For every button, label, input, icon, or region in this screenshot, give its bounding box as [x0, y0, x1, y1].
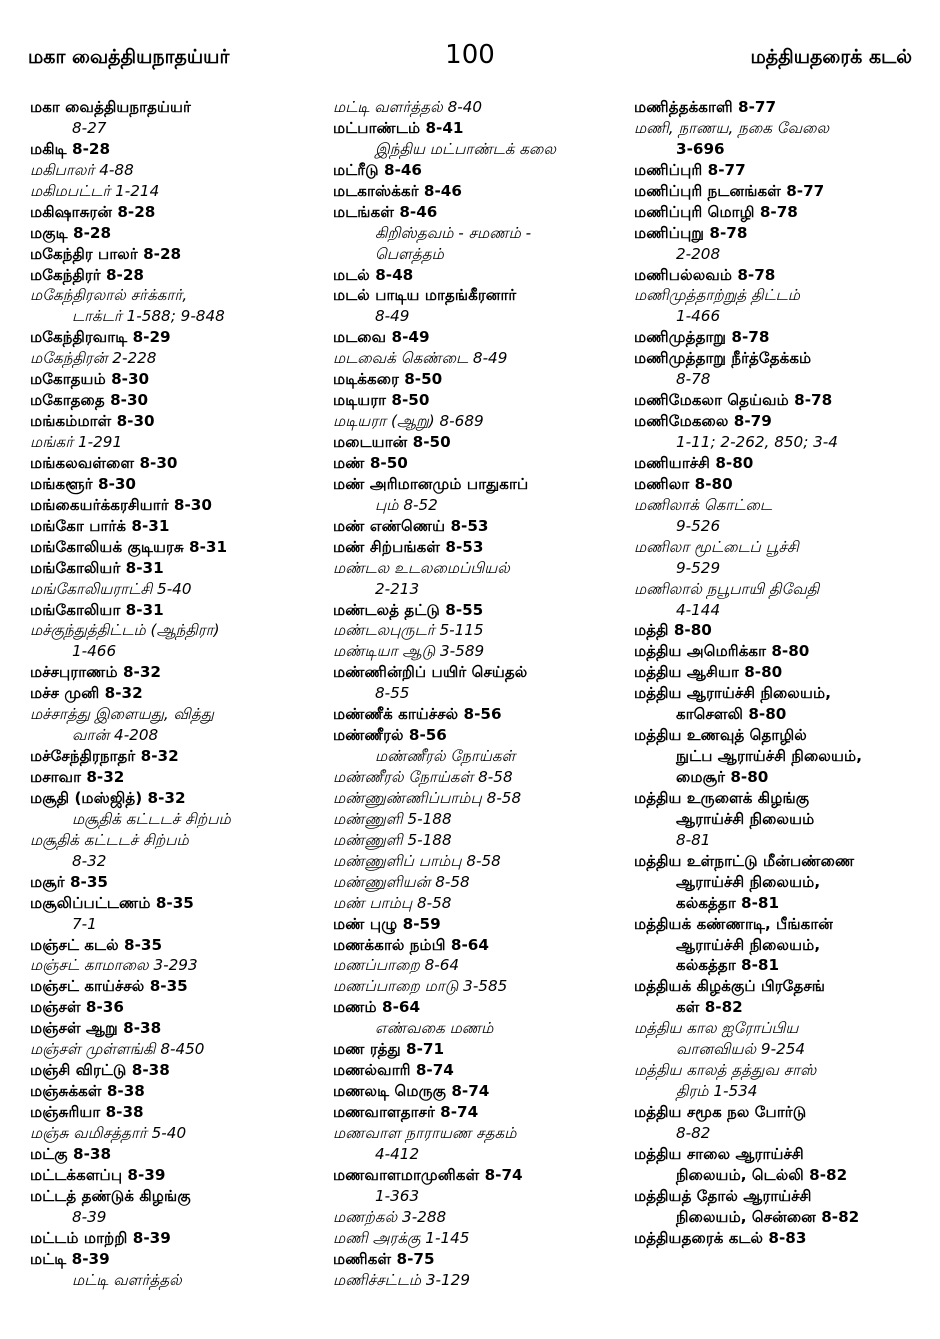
index-column-1	[30, 97, 325, 1290]
index-entry: மஞ்சள் முள்ளங்கி 8-450	[30, 1040, 205, 1059]
index-entry: மணப்பாறை மாடு 3-585	[333, 977, 508, 996]
index-entry: மடல் பாடிய மாதங்கீரனார்	[333, 286, 517, 305]
index-entry: மத்தியக் கிழக்குப் பிரதேசங்	[634, 977, 826, 996]
index-entry: மச்சேந்திரநாதர் 8-32	[30, 747, 179, 766]
index-entry: மணிச்சட்டம் 3-129	[333, 1270, 470, 1289]
index-entry: மட்டக்களப்பு 8-39	[30, 1165, 166, 1184]
index-entry: மடியரா 8-50	[333, 391, 430, 410]
index-entry: மண்ணின்றிப் பயிர் செய்தல்	[333, 663, 528, 682]
index-entry: மணியாச்சி 8-80	[634, 453, 754, 472]
page-number: 100	[445, 40, 495, 70]
index-entry: மணவாள நாராயண சதகம்	[333, 1123, 517, 1142]
index-entry: மங்கோ பார்க் 8-31	[30, 516, 170, 535]
index-entry: மசூதிக் கட்டடச் சிற்பம்	[30, 830, 189, 849]
index-entry: மச்சபுராணம் 8-32	[30, 663, 161, 682]
index-entry: மண்ணீக் காய்ச்சல் 8-56	[333, 705, 502, 724]
index-entry: மணிமேகலை 8-79	[634, 412, 772, 431]
index-entry: மசாவா 8-32	[30, 768, 125, 786]
index-entry: மத்திய ஆராய்ச்சி நிலையம்,	[634, 684, 832, 703]
index-entry: 2-208	[676, 244, 721, 263]
index-entry: மத்திய காலத் தத்துவ சாஸ்	[634, 1061, 817, 1080]
index-entry: 8-39	[72, 1207, 107, 1226]
index-entry: மண்ணுண்ணிப்பாம்பு 8-58	[333, 788, 522, 807]
index-entry: மகேந்திரலால் சர்க்கார்,	[30, 286, 188, 305]
index-entry: மண்டலபுருடர் 5-115	[333, 621, 484, 640]
index-entry: மண்ணுளிப் பாம்பு 8-58	[333, 851, 501, 870]
index-entry: இந்திய மட்பாண்டக் கலை	[375, 139, 557, 158]
index-entry: மணக்கால் நம்பி 8-64	[333, 935, 489, 954]
index-entry: மத்திய உள்நாட்டு மீன்பண்ணை	[634, 851, 855, 870]
index-entry: மணலடி மெருகு 8-74	[333, 1082, 490, 1101]
index-entry: மஞ்சட் காய்ச்சல் 8-35	[30, 977, 188, 996]
index-entry: மகோதயம் 8-30	[30, 370, 150, 389]
index-entry: 1-466	[72, 642, 117, 661]
index-entry: மஞ்சட் காமாலை 3-293	[30, 956, 198, 975]
index-entry: மணிகள் 8-75	[333, 1249, 435, 1268]
index-entry: மண்ணுளியன் 8-58	[333, 872, 470, 891]
index-entry: மடையான் 8-50	[333, 433, 451, 451]
index-entry: 8-82	[676, 1123, 711, 1142]
index-entry: வான் 4-208	[72, 726, 159, 745]
index-entry: மஞ்சுரியா 8-38	[30, 1103, 144, 1121]
index-entry: மகேந்திரன் 2-228	[30, 349, 157, 368]
index-entry: மணவாளமாமுனிகள் 8-74	[333, 1165, 523, 1184]
index-entry: மண் சிற்பங்கள் 8-53	[333, 537, 484, 556]
index-entry: மணிலா மூட்டைப் பூச்சி	[634, 537, 799, 556]
index-entry: 8-27	[72, 118, 107, 137]
running-head-right: மத்தியதரைக் கடல்	[750, 46, 912, 68]
index-entry: 1-466	[676, 307, 721, 326]
index-entry: மணிமுத்தாற்றுத் திட்டம்	[634, 286, 800, 305]
index-entry: 1-11; 2-262, 850; 3-4	[676, 433, 838, 451]
index-entry: மகிபாலர் 4-88	[30, 160, 134, 179]
index-entry: மங்கோலியராட்சி 5-40	[30, 579, 192, 598]
index-entry: மணிப்புறு 8-78	[634, 223, 748, 242]
index-entry: ஆராய்ச்சி நிலையம்,	[676, 872, 821, 891]
index-entry: மண்ணுளி 5-188	[333, 809, 452, 828]
index-entry: மண் அரிமானமும் பாதுகாப்	[333, 474, 529, 493]
index-entry: மங்கம்மாள் 8-30	[30, 412, 155, 431]
index-entry: மண்ணீரல் 8-56	[333, 726, 447, 745]
index-entry: மத்திய கால ஐரோப்பிய	[634, 1019, 799, 1038]
index-entry: மசூதிக் கட்டடச் சிற்பம்	[72, 809, 231, 828]
index-entry: மடகாஸ்க்கர் 8-46	[333, 181, 462, 200]
index-entry: மகேந்திர பாலர் 8-28	[30, 244, 182, 263]
index-column-3	[634, 97, 929, 1249]
running-head-left: மகா வைத்தியநாதய்யர்	[28, 46, 230, 68]
index-entry: மச்ச முனி 8-32	[30, 684, 143, 703]
index-entry: மண ரத்து 8-71	[333, 1040, 445, 1059]
index-entry: மட்கு 8-38	[30, 1144, 112, 1163]
index-entry: மணித்தக்காளி 8-77	[634, 98, 777, 116]
index-entry: மத்தியக் கண்ணாடி, பீங்கான்	[634, 914, 834, 933]
index-entry: மஞ்சு வமிசத்தார் 5-40	[30, 1123, 187, 1142]
index-entry: மணிலாக் கொட்டை	[634, 495, 772, 514]
index-entry: மட்டத் தண்டுக் கிழங்கு	[30, 1186, 191, 1205]
index-entry: மத்தியதரைக் கடல் 8-83	[634, 1228, 807, 1247]
index-entry: 9-526	[676, 516, 721, 535]
index-entry: மணிமேகலா தெய்வம் 8-78	[634, 391, 833, 410]
index-entry: மகா வைத்தியநாதய்யர்	[30, 98, 191, 116]
index-entry: மங்கர் 1-291	[30, 433, 123, 451]
index-entry: எண்வகை மணம்	[375, 1019, 494, 1038]
index-entry: மணிலால் நபூபாயி திவேதி	[634, 579, 820, 598]
index-entry: மட்டம் மாற்றி 8-39	[30, 1228, 171, 1247]
index-entry: மணிப்புரி 8-77	[634, 160, 746, 179]
index-entry: மணி அரக்கு 1-145	[333, 1228, 470, 1247]
index-entry: மத்திய ஆசியா 8-80	[634, 663, 783, 682]
index-entry: காசௌலி 8-80	[676, 705, 787, 724]
index-entry: மகேந்திரவாடி 8-29	[30, 328, 171, 347]
index-entry: மஞ்சள் ஆறு 8-38	[30, 1019, 162, 1038]
index-entry: மத்தி 8-80	[634, 621, 712, 640]
index-entry: மஞ்சட் கடல் 8-35	[30, 935, 163, 954]
index-entry: 4-144	[676, 600, 721, 619]
index-entry: மங்களூர் 8-30	[30, 474, 137, 493]
index-entry: மத்திய அமெரிக்கா 8-80	[634, 642, 810, 661]
index-entry: மகேந்திரர் 8-28	[30, 265, 144, 284]
index-entry: 8-81	[676, 830, 711, 849]
index-entry: மங்கோலியக் குடியரசு 8-31	[30, 537, 228, 556]
index-entry: பும் 8-52	[375, 495, 438, 514]
index-entry: மடிக்கரை 8-50	[333, 370, 443, 389]
index-entry: மத்திய உருளைக் கிழங்கு	[634, 788, 810, 807]
index-entry: 8-49	[375, 307, 410, 326]
index-entry: 8-78	[676, 370, 711, 389]
index-entry: மடவை 8-49	[333, 328, 430, 347]
index-entry: திரம் 1-534	[676, 1082, 758, 1101]
index-entry: மங்கலவள்ளை 8-30	[30, 453, 178, 472]
index-entry: நுட்ப ஆராய்ச்சி நிலையம்,	[676, 747, 862, 766]
index-entry: மத்திய சாலை ஆராய்ச்சி	[634, 1144, 804, 1163]
index-entry: மத்திய உணவுத் தொழில்	[634, 726, 807, 745]
index-entry: மண்டல உடலமைப்பியல்	[333, 558, 510, 577]
index-entry: மடியரா (ஆறு) 8-689	[333, 412, 484, 431]
index-entry: மணல்வாரி 8-74	[333, 1061, 454, 1080]
index-entry: 4-412	[375, 1144, 420, 1163]
index-entry: கிறிஸ்தவம் - சமணம் -	[375, 223, 532, 242]
index-entry: மட்பாண்டம் 8-41	[333, 118, 464, 137]
index-entry: 2-213	[375, 579, 420, 598]
index-entry: மடங்கள் 8-46	[333, 202, 438, 221]
index-entry: மணப்பாறை 8-64	[333, 956, 460, 975]
index-entry: மண்ணீரல் நோய்கள்	[375, 747, 516, 766]
index-column-2	[333, 97, 628, 1290]
index-entry: டாக்டர் 1-588; 9-848	[72, 307, 225, 326]
index-entry: மண்டலத் தட்டு 8-55	[333, 600, 484, 619]
index-entry: மட்டி 8-39	[30, 1249, 110, 1268]
index-entry: மணிலா 8-80	[634, 474, 733, 493]
index-entry: மணிப்புரி மொழி 8-78	[634, 202, 798, 221]
index-entry: மகுடி 8-28	[30, 223, 112, 242]
index-entry: மத்திய சமூக நல போர்டு	[634, 1103, 807, 1121]
index-entry: மணிமுத்தாறு 8-78	[634, 328, 770, 347]
index-entry: மசூதி (மஸ்ஜித்) 8-32	[30, 788, 186, 807]
index-entry: மகிடி 8-28	[30, 139, 111, 158]
index-entry: கல்கத்தா 8-81	[676, 956, 780, 975]
index-entry: மணி, நாணய, நகை வேலை	[634, 118, 830, 137]
index-entry: மண் புழு 8-59	[333, 914, 441, 933]
index-entry: 8-32	[72, 851, 107, 870]
index-entry: மகோததை 8-30	[30, 391, 149, 410]
index-entry: மைசூர் 8-80	[676, 768, 769, 786]
index-entry: மணற்கல் 3-288	[333, 1207, 447, 1226]
index-entry: மத்தியத் தோல் ஆராய்ச்சி	[634, 1186, 812, 1205]
index-entry: மணிப்புரி நடனங்கள் 8-77	[634, 181, 825, 200]
index-entry: மச்சாத்து இளையது, வித்து	[30, 705, 214, 724]
index-entry: மண்டியா ஆடு 3-589	[333, 642, 485, 661]
index-entry: மணிமுத்தாறு நீர்த்தேக்கம்	[634, 349, 812, 368]
index-entry: மங்கோலியர் 8-31	[30, 558, 164, 577]
index-entry: மஞ்சள் 8-36	[30, 998, 124, 1017]
index-entry: மங்கோலியா 8-31	[30, 600, 164, 619]
index-entry: மடல் 8-48	[333, 265, 414, 284]
index-entry: நிலையம், சென்னை 8-82	[676, 1207, 860, 1226]
index-entry: கள் 8-82	[676, 998, 743, 1017]
index-entry: மண் பாம்பு 8-58	[333, 893, 452, 912]
index-entry: 1-363	[375, 1186, 420, 1205]
index-entry: மஞ்சி விரட்டு 8-38	[30, 1061, 170, 1080]
index-entry: 9-529	[676, 558, 721, 577]
index-entry: மகிமபட்டர் 1-214	[30, 181, 160, 200]
index-entry: மட்ரீடு 8-46	[333, 160, 423, 179]
index-entry: பௌத்தம்	[375, 244, 444, 263]
page-header	[0, 40, 940, 80]
index-entry: மட்டி வளர்த்தல்	[72, 1270, 182, 1289]
index-entry: 3-696	[676, 139, 725, 158]
index-entry: மடவைக் கெண்டை 8-49	[333, 349, 508, 368]
index-entry: ஆராய்ச்சி நிலையம்,	[676, 935, 821, 954]
index-entry: மணிபல்லவம் 8-78	[634, 265, 776, 284]
index-entry: கல்கத்தா 8-81	[676, 893, 780, 912]
index-entry: மட்டி வளர்த்தல் 8-40	[333, 98, 483, 116]
index-entry: மண் எண்ணெய் 8-53	[333, 516, 489, 535]
index-entry: மணவாளதாசர் 8-74	[333, 1103, 479, 1121]
index-entry: மண் 8-50	[333, 453, 408, 472]
index-entry: மண்ணீரல் நோய்கள் 8-58	[333, 768, 513, 786]
index-entry: மஞ்சுக்கள் 8-38	[30, 1082, 145, 1101]
index-entry: ஆராய்ச்சி நிலையம்	[676, 809, 815, 828]
index-entry: மசூலிப்பட்டணம் 8-35	[30, 893, 194, 912]
index-entry: 8-55	[375, 684, 410, 703]
index-entry: மங்கையர்க்கரசியார் 8-30	[30, 495, 212, 514]
index-entry: வானவியல் 9-254	[676, 1040, 806, 1059]
index-entry: மணம் 8-64	[333, 998, 421, 1017]
index-entry: 7-1	[72, 914, 97, 933]
index-entry: மசூர் 8-35	[30, 872, 108, 891]
index-entry: மகிஷாசுரன் 8-28	[30, 202, 156, 221]
index-entry: நிலையம், டெல்லி 8-82	[676, 1165, 848, 1184]
index-entry: மண்ணுளி 5-188	[333, 830, 452, 849]
index-entry: மச்குந்துத்திட்டம் (ஆந்திரா)	[30, 621, 220, 640]
